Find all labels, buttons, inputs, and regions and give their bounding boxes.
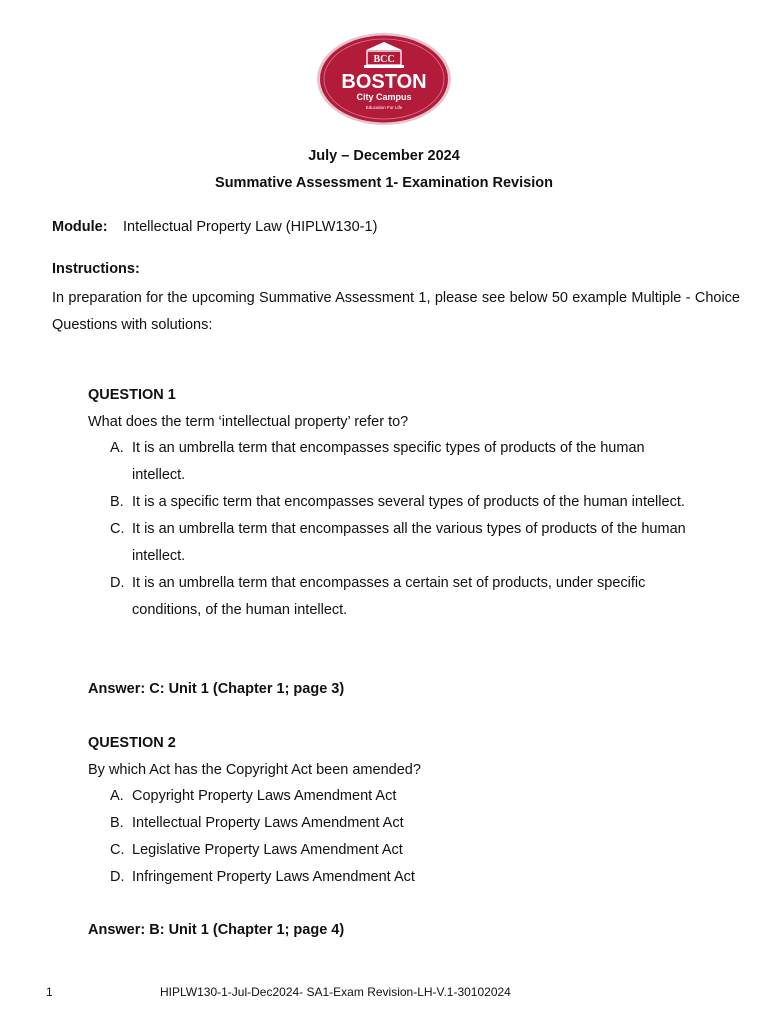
option-c bbox=[88, 516, 688, 570]
option-letter: D. bbox=[110, 869, 125, 885]
option-letter: A. bbox=[110, 440, 124, 456]
option-text: Legislative Property Laws Amendment Act bbox=[132, 842, 403, 858]
options-list bbox=[88, 783, 688, 891]
option-b bbox=[88, 489, 688, 516]
option-text: It is an umbrella term that encompasses all the various types of products of the human intellect. bbox=[132, 521, 686, 564]
options-list bbox=[88, 435, 688, 624]
option-text: Intellectual Property Laws Amendment Act bbox=[132, 815, 404, 831]
question-title: QUESTION 2 bbox=[88, 735, 176, 751]
option-a bbox=[88, 783, 688, 810]
option-letter: C. bbox=[110, 842, 125, 858]
option-letter: B. bbox=[110, 494, 124, 510]
document-period: July – December 2024 bbox=[308, 148, 460, 164]
question-text: By which Act has the Copyright Act been amended? bbox=[88, 762, 421, 778]
document-title: Summative Assessment 1- Examination Revision bbox=[215, 175, 553, 191]
question-block bbox=[88, 730, 688, 891]
module-value: Intellectual Property Law (HIPLW130-1) bbox=[123, 219, 378, 235]
option-letter: B. bbox=[110, 815, 124, 831]
module-label: Module: bbox=[52, 219, 108, 235]
svg-text:Education For Life: Education For Life bbox=[365, 105, 403, 110]
option-letter: D. bbox=[110, 575, 125, 591]
question-block bbox=[88, 382, 688, 624]
question-text: What does the term ‘intellectual property’ refer to? bbox=[88, 414, 409, 430]
option-d bbox=[88, 570, 688, 624]
answer-line: Answer: C: Unit 1 (Chapter 1; page 3) bbox=[88, 681, 345, 697]
instructions-text: In preparation for the upcoming Summative Assessment 1, please see below 50 example Multiple - Choice Questions with solutions: bbox=[52, 290, 740, 333]
option-text: It is an umbrella term that encompasses a certain set of products, under specific conditions, of the human intellect. bbox=[132, 575, 646, 618]
option-d bbox=[88, 864, 688, 891]
logo-emblem bbox=[316, 32, 452, 126]
page-number: 1 bbox=[46, 985, 53, 999]
boston-city-campus-logo bbox=[316, 32, 452, 126]
option-text: It is a specific term that encompasses several types of products of the human intellect. bbox=[132, 494, 685, 510]
option-a bbox=[88, 435, 688, 489]
option-text: Infringement Property Laws Amendment Act bbox=[132, 869, 415, 885]
answer-line: Answer: B: Unit 1 (Chapter 1; page 4) bbox=[88, 922, 345, 938]
svg-text:BOSTON: BOSTON bbox=[341, 71, 427, 93]
option-letter: A. bbox=[110, 788, 124, 804]
svg-text:City Campus: City Campus bbox=[356, 92, 412, 102]
option-text: It is an umbrella term that encompasses specific types of products of the human intellect. bbox=[132, 440, 645, 483]
module-row bbox=[52, 219, 377, 235]
svg-text:BCC: BCC bbox=[373, 54, 395, 65]
option-text: Copyright Property Laws Amendment Act bbox=[132, 788, 397, 804]
option-b bbox=[88, 810, 688, 837]
document-reference: HIPLW130-1-Jul-Dec2024- SA1-Exam Revision-LH-V.1-30102024 bbox=[160, 985, 511, 999]
question-title: QUESTION 1 bbox=[88, 387, 176, 403]
option-c bbox=[88, 837, 688, 864]
instructions-heading: Instructions: bbox=[52, 261, 140, 277]
option-letter: C. bbox=[110, 521, 125, 537]
